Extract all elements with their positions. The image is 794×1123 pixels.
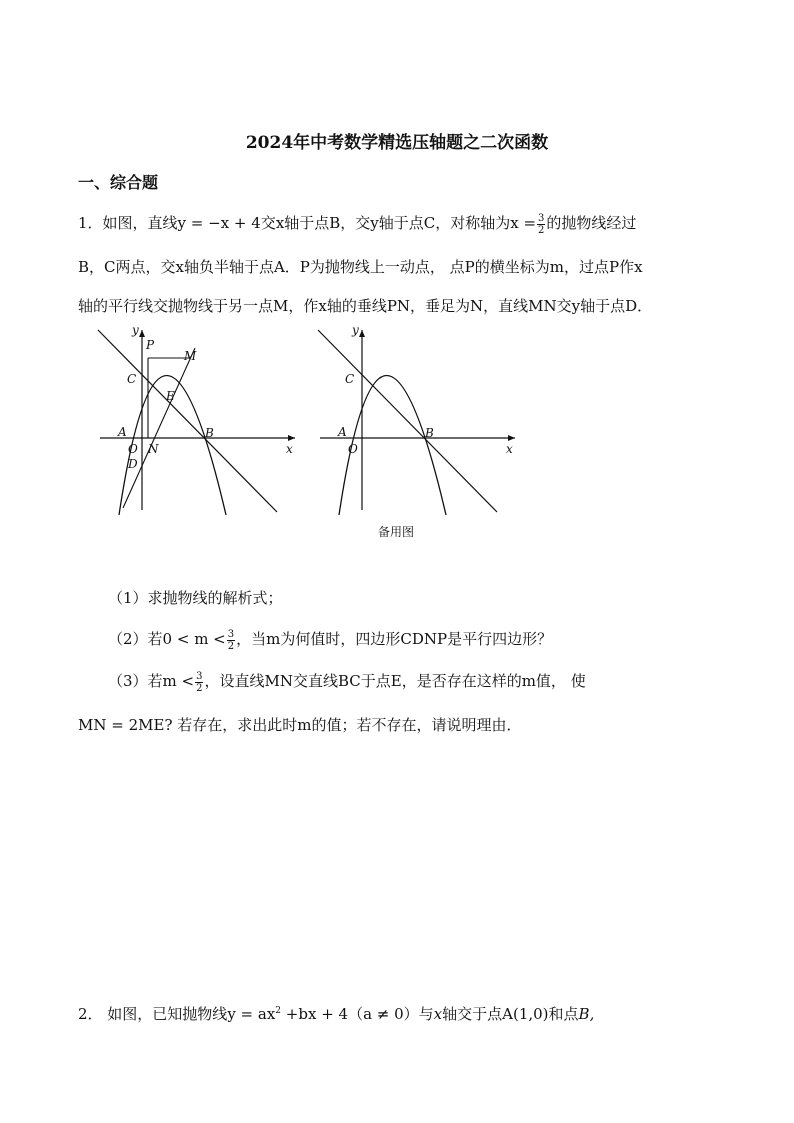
page-title: 2024年中考数学精选压轴题之二次函数: [245, 133, 549, 153]
q2-eq: y = ax: [227, 1005, 276, 1023]
backup-figure: [310, 320, 525, 520]
fraction-numerator: 3: [227, 628, 235, 640]
q2-text: 轴交于点A(1,0)和点: [442, 1005, 579, 1023]
label-m: M: [184, 349, 197, 363]
label-y: y: [132, 323, 139, 337]
sub-question-1: （1）求抛物线的解析式；: [108, 589, 283, 607]
q2-b: B,: [578, 1005, 595, 1023]
sub3-end: ，设直线MN交直线BC于点E，是否存在这样的m值， 使: [204, 672, 586, 690]
q1-axis-eq: x =: [510, 214, 537, 232]
q1-line-2: B，C两点，交x轴负半轴于点A．P为抛物线上一动点， 点P的横坐标为m，过点P作x: [78, 258, 643, 276]
label-n: N: [148, 442, 159, 456]
sub-question-3: [108, 670, 586, 694]
label-a: A: [118, 425, 127, 439]
fraction-denominator: 2: [538, 224, 545, 236]
fraction-denominator: 2: [227, 640, 235, 652]
q2-x: x: [433, 1005, 443, 1023]
label-o: O: [128, 442, 138, 456]
fraction-denominator: 2: [196, 682, 203, 694]
q2-line-1: [78, 1003, 594, 1024]
line-bc: [318, 330, 497, 512]
fraction-3-2: [195, 671, 203, 694]
q1-line-eq: y = −x + 4: [177, 214, 261, 232]
q1-line-1: [78, 212, 636, 236]
label-b: B: [425, 426, 434, 440]
x-axis-arrow-icon: [288, 435, 295, 441]
sub-question-2: [108, 628, 552, 652]
fraction-numerator: 3: [196, 670, 203, 682]
q1-line-3: 轴的平行线交抛物线于另一点M，作x轴的垂线PN，垂足为N，直线MN交y轴于点D．: [78, 297, 653, 315]
label-e: E: [166, 389, 175, 403]
q1-text-end: 的抛物线经过: [546, 214, 637, 232]
main-figure: [90, 320, 305, 520]
q2-exponent: 2: [275, 1006, 282, 1016]
label-p: P: [146, 338, 155, 352]
x-axis-arrow-icon: [508, 435, 515, 441]
label-a: A: [338, 425, 347, 439]
label-c: C: [127, 372, 137, 386]
label-o: O: [348, 442, 358, 456]
q2-intro: 2． 如图，已知抛物线: [78, 1005, 228, 1023]
q1-intro: 1．如图，直线: [78, 214, 178, 232]
label-c: C: [345, 372, 355, 386]
y-axis-arrow-icon: [139, 330, 145, 337]
label-x: x: [506, 442, 513, 456]
sub-question-3-cont: MN = 2ME? 若存在，求出此时m的值；若不存在，请说明理由．: [78, 716, 522, 734]
sub2-end: ，当m为何值时，四边形CDNP是平行四边形？: [236, 630, 553, 648]
q1-text: 交x轴于点B，交y轴于点C，对称轴为: [260, 214, 511, 232]
label-d: D: [128, 457, 138, 471]
sub3-start: （3）若m <: [108, 672, 195, 690]
q2-eq-rest: +bx + 4（a ≠ 0）与: [281, 1005, 434, 1023]
label-y: y: [352, 323, 359, 337]
y-axis-arrow-icon: [359, 330, 365, 337]
label-x: x: [286, 442, 293, 456]
fraction-3-2: [537, 213, 545, 236]
figure-caption: 备用图: [378, 525, 415, 539]
fraction-3-2: [227, 629, 235, 652]
sub2-start: （2）若0 < m <: [108, 630, 226, 648]
section-heading: 一、综合题: [78, 173, 159, 192]
label-b: B: [205, 426, 214, 440]
fraction-numerator: 3: [538, 212, 545, 224]
